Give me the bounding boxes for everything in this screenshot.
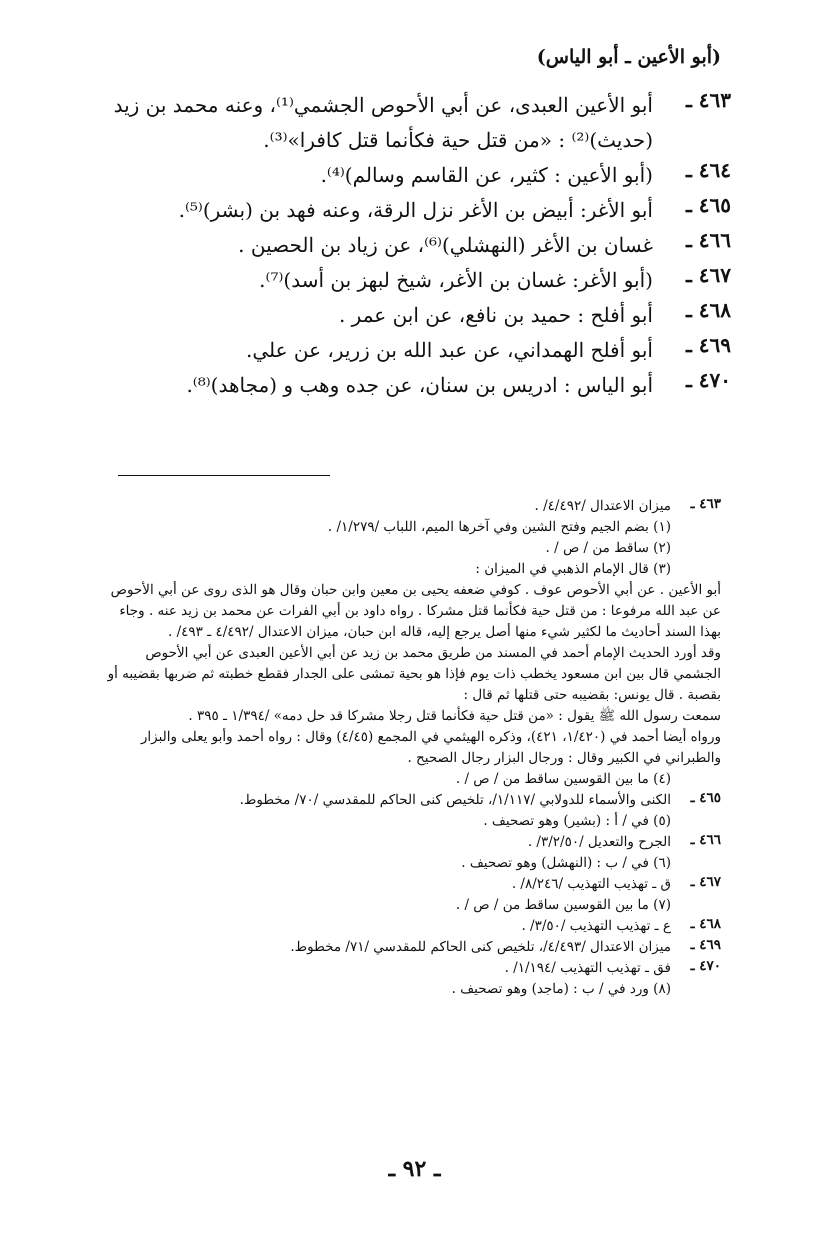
footnote-number: ٤٦٩ ـ <box>690 937 721 953</box>
entry-text: (أبو الأعين : كثير، عن القاسم وسالم)⁽⁴⁾. <box>320 163 653 187</box>
footnote-number: ٤٦٦ ـ <box>690 832 721 848</box>
footnote <box>101 895 721 916</box>
footnote-text: سمعت رسول الله ﷺ يقول : «من قتل حية فكأنما قتل رجلا مشركا قد حل دمه» /١/٣٩٤ ـ ٣٩٥ . <box>188 708 721 724</box>
entry-text: (أبو الأغر: غسان بن الأغر، شيخ لبهز بن أسد)⁽⁷⁾. <box>259 268 653 292</box>
footnote-text: وقد أورد الحديث الإمام أحمد في المسند من طريق محمد بن زيد عن أبي الأعين العبدى عن أبي الأحوص الجشمي قال بين ابن مسعود يخطب ذات يوم فإذا هو بحية تمشى على الجدار فقطع خطبته ثم ضربها بقضيبه أو بقصبة . قال يونس: بقضيبه حتى قتلها ثم قال : <box>107 645 721 703</box>
footnote <box>101 580 721 643</box>
entry-number: ٤٧٠ ـ <box>685 368 731 392</box>
footnote-text: (٥) في / أ : (بشير) وهو تصحيف . <box>483 813 671 829</box>
footnote <box>101 916 721 937</box>
entry-text: أبو الأغر: أبيض بن الأغر نزل الرقة، وعنه فهد بن (بشر)⁽⁵⁾. <box>178 198 653 222</box>
entry-number: ٤٦٦ ـ <box>685 228 731 252</box>
entry <box>81 228 731 263</box>
entry-text: أبو الياس : ادريس بن سنان، عن جده وهب و (مجاهد)⁽⁸⁾. <box>186 373 653 397</box>
footnote-text: الكنى والأسماء للدولابي /١/١١٧/، تلخيص كنى الحاكم للمقدسي /٧٠/ مخطوط. <box>239 792 671 808</box>
entry-number: ٤٦٧ ـ <box>685 263 731 287</box>
entries-list <box>81 88 731 403</box>
footnote-text: ورواه أيضا أحمد في (١/٤٢٠، ٤٢١)، وذكره الهيثمي في المجمع (٤/٤٥) وقال : رواه أحمد وأبو يعلى والبزار والطبراني في الكبير وقال : ورجال البزار رجال الصحيح . <box>140 729 721 766</box>
footnote <box>101 874 721 895</box>
footnote-number: ٤٦٧ ـ <box>690 874 721 890</box>
entry <box>81 88 731 158</box>
footnote-number: ٤٦٣ ـ <box>690 496 721 512</box>
footnote-text: ق ـ تهذيب التهذيب /٨/٢٤٦/ . <box>511 876 671 892</box>
footnote <box>101 769 721 790</box>
page-number: ـ ٩٢ ـ <box>388 1156 441 1182</box>
footnote <box>101 958 721 979</box>
entry-text: أبو أفلح : حميد بن نافع، عن ابن عمر . <box>338 303 653 327</box>
footnote <box>101 706 721 727</box>
footnote-text: (٣) قال الإمام الذهبي في الميزان : <box>475 561 671 577</box>
footnote-text: ميزان الاعتدال /٤/٤٩٣/، تلخيص كنى الحاكم للمقدسي /٧١/ مخطوط. <box>290 939 671 955</box>
entry-number: ٤٦٩ ـ <box>685 333 731 357</box>
running-head: (أبو الأعين ـ أبو الياس) <box>536 46 721 68</box>
entry-number: ٤٦٥ ـ <box>685 193 731 217</box>
entry <box>81 298 731 333</box>
entry <box>81 368 731 403</box>
footnote-text: (٦) في / ب : (النهشل) وهو تصحيف . <box>461 855 671 871</box>
footnote-text: الجرح والتعديل /٣/٢/٥٠/ . <box>527 834 671 850</box>
entry-number: ٤٦٣ ـ <box>685 88 731 112</box>
footnote <box>101 643 721 706</box>
footnote-text: (٨) ورد في / ب : (ماجد) وهو تصحيف . <box>451 981 671 997</box>
entry <box>81 333 731 368</box>
footnote <box>101 937 721 958</box>
entry-text: غسان بن الأغر (النهشلي)⁽⁶⁾، عن زياد بن الحصين . <box>238 233 653 257</box>
footnote <box>101 790 721 811</box>
footnote <box>101 979 721 1000</box>
footnote-number: ٤٦٨ ـ <box>690 916 721 932</box>
footnote-text: فق ـ تهذيب التهذيب /١/١٩٤/ . <box>504 960 671 976</box>
footnote-text: (٤) ما بين القوسين ساقط من / ص / . <box>455 771 671 787</box>
entry <box>81 193 731 228</box>
footnote-number: ٤٦٥ ـ <box>690 790 721 806</box>
entry-number: ٤٦٨ ـ <box>685 298 731 322</box>
footnote <box>101 559 721 580</box>
footnote <box>101 538 721 559</box>
entry-text: أبو الأعين العبدى، عن أبي الأحوص الجشمي⁽¹⁾، وعنه محمد بن زيد (حديث)⁽²⁾ : «من قتل حية فكأنما قتل كافرا»⁽³⁾. <box>113 93 653 152</box>
footnote-text: (٧) ما بين القوسين ساقط من / ص / . <box>455 897 671 913</box>
entry-text: أبو أفلح الهمداني، عن عبد الله بن زرير، عن علي. <box>245 338 653 362</box>
footnote-text: (١) بضم الجيم وفتح الشين وفي آخرها الميم، اللباب /١/٢٧٩/ . <box>327 519 671 535</box>
footnote <box>101 853 721 874</box>
entry <box>81 263 731 298</box>
footnote-text: ع ـ تهذيب التهذيب /٣/٥٠/ . <box>521 918 671 934</box>
entry-number: ٤٦٤ ـ <box>685 158 731 182</box>
footnote-text: ميزان الاعتدال /٤/٤٩٢/ . <box>534 498 671 514</box>
footnotes-list <box>101 496 721 1000</box>
footnote-text: (٢) ساقط من / ص / . <box>545 540 671 556</box>
footnote <box>101 517 721 538</box>
footnote <box>101 811 721 832</box>
footnote-text: أبو الأعين . عن أبي الأحوص عوف . كوفي ضعفه يحيى بن معين وابن حبان وقال هو الذى روى عن أبي الأحوص عن عبد الله مرفوعا : من قتل حية فكأنما قتل مشركا . رواه داود بن أبي الفرات عن محمد بن زيد عنه . وجاء بهذا السند أحاديث ما لكثير شيء منها أصل يرجع إليه، قاله ابن حبان، ميزان الاعتدال /٤/٤٩٢ ـ ٤٩٣/ . <box>110 582 721 640</box>
footnote-separator <box>118 475 330 476</box>
footnote-number: ٤٧٠ ـ <box>690 958 721 974</box>
footnote <box>101 832 721 853</box>
footnote <box>101 727 721 769</box>
footnote <box>101 496 721 517</box>
entry <box>81 158 731 193</box>
